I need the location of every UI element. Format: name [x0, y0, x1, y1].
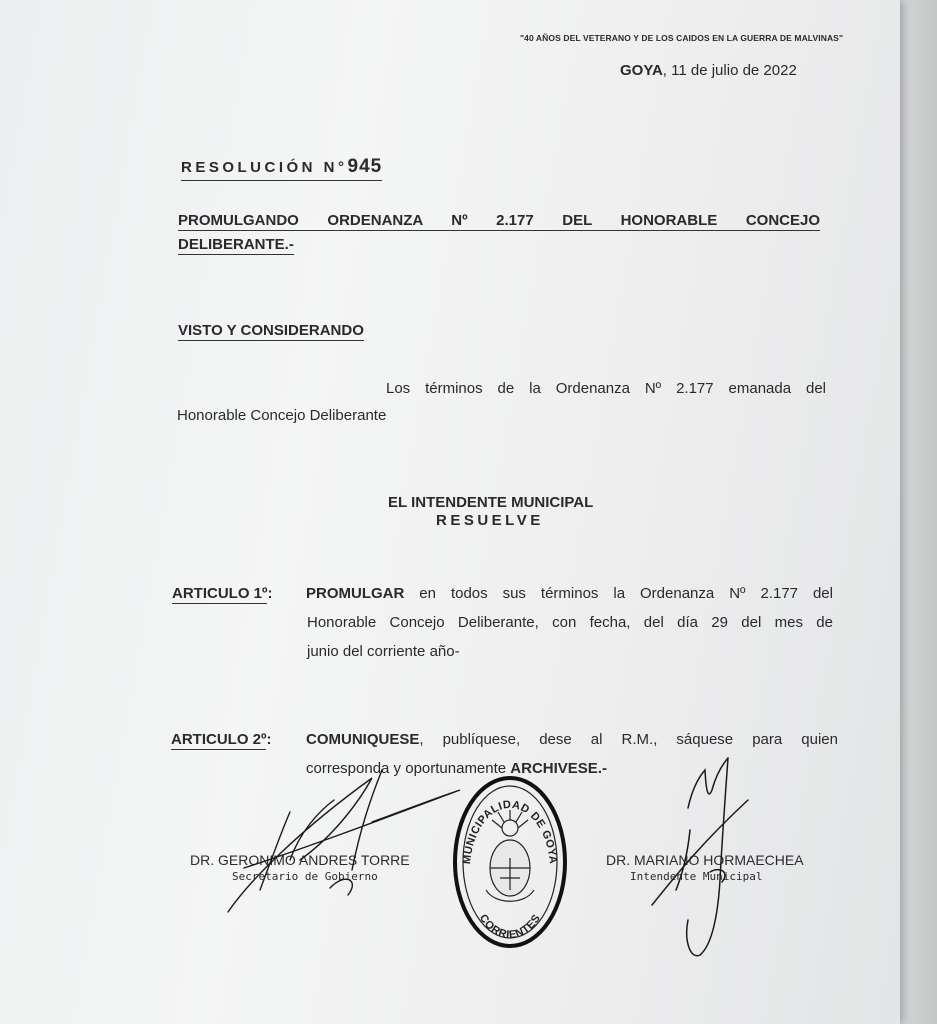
article-1-verb: PROMULGAR	[306, 585, 405, 602]
article-2-line-2-text: corresponda y oportunamente	[306, 760, 511, 777]
dateline-date: , 11 de julio de 2022	[662, 62, 797, 79]
article-1-number: ARTICULO 1º	[172, 585, 268, 602]
decree-heading: EL INTENDENTE MUNICIPAL	[388, 494, 594, 511]
right-signature	[652, 758, 748, 956]
visto-line-2: Honorable Concejo Deliberante	[177, 407, 387, 424]
article-1-line-1-text: en todos sus términos la Ordenanza Nº 2.177 del	[404, 585, 833, 602]
right-signatory-role: Intendente Municipal	[630, 870, 763, 883]
right-signatory-name: DR. MARIANO HORMAECHEA	[606, 852, 804, 868]
left-signature	[228, 770, 460, 912]
coat-of-arms-icon	[486, 810, 534, 901]
header-motto: "40 AÑOS DEL VETERANO Y DE LOS CAIDOS EN LA GUERRA DE MALVINAS"	[520, 33, 844, 43]
visto-line-1: Los términos de la Ordenanza Nº 2.177 emanada del	[386, 380, 826, 397]
resolution-number: 945	[347, 156, 383, 177]
resolution-prefix: RESOLUCIÓN N°	[181, 159, 348, 176]
article-2-verb: COMUNIQUESE	[306, 731, 420, 748]
article-2-colon: :	[266, 731, 272, 748]
article-1-colon: :	[267, 585, 273, 602]
decree-resuelve: RESUELVE	[436, 512, 544, 529]
subject-line-1: PROMULGANDO ORDENANZA Nº 2.177 DEL HONORABLE CONCEJO	[178, 212, 820, 229]
article-1-line-2: Honorable Concejo Deliberante, con fecha, del día 29 del mes de	[307, 614, 833, 631]
left-signatory-name: DR. GERONIMO ANDRES TORRE	[190, 852, 410, 868]
article-2-number: ARTICULO 2º	[171, 731, 267, 748]
dateline-city: GOYA	[620, 62, 663, 79]
left-signatory-role: Secretario de Gobierno	[232, 870, 378, 883]
visto-heading: VISTO Y CONSIDERANDO	[178, 322, 364, 339]
article-1-line-3: junio del corriente año-	[307, 643, 460, 660]
subject-line-2: DELIBERANTE.-	[178, 236, 294, 253]
seal-bottom-text: CORRIENTES	[476, 912, 544, 942]
article-2-line-1-text: , publíquese, dese al R.M., sáquese para quien	[419, 731, 838, 748]
municipal-seal	[455, 778, 565, 946]
seal-top-text: MUNICIPALIDAD DE GOYA	[461, 798, 559, 865]
article-2-archive: ARCHIVESE.-	[510, 760, 607, 777]
